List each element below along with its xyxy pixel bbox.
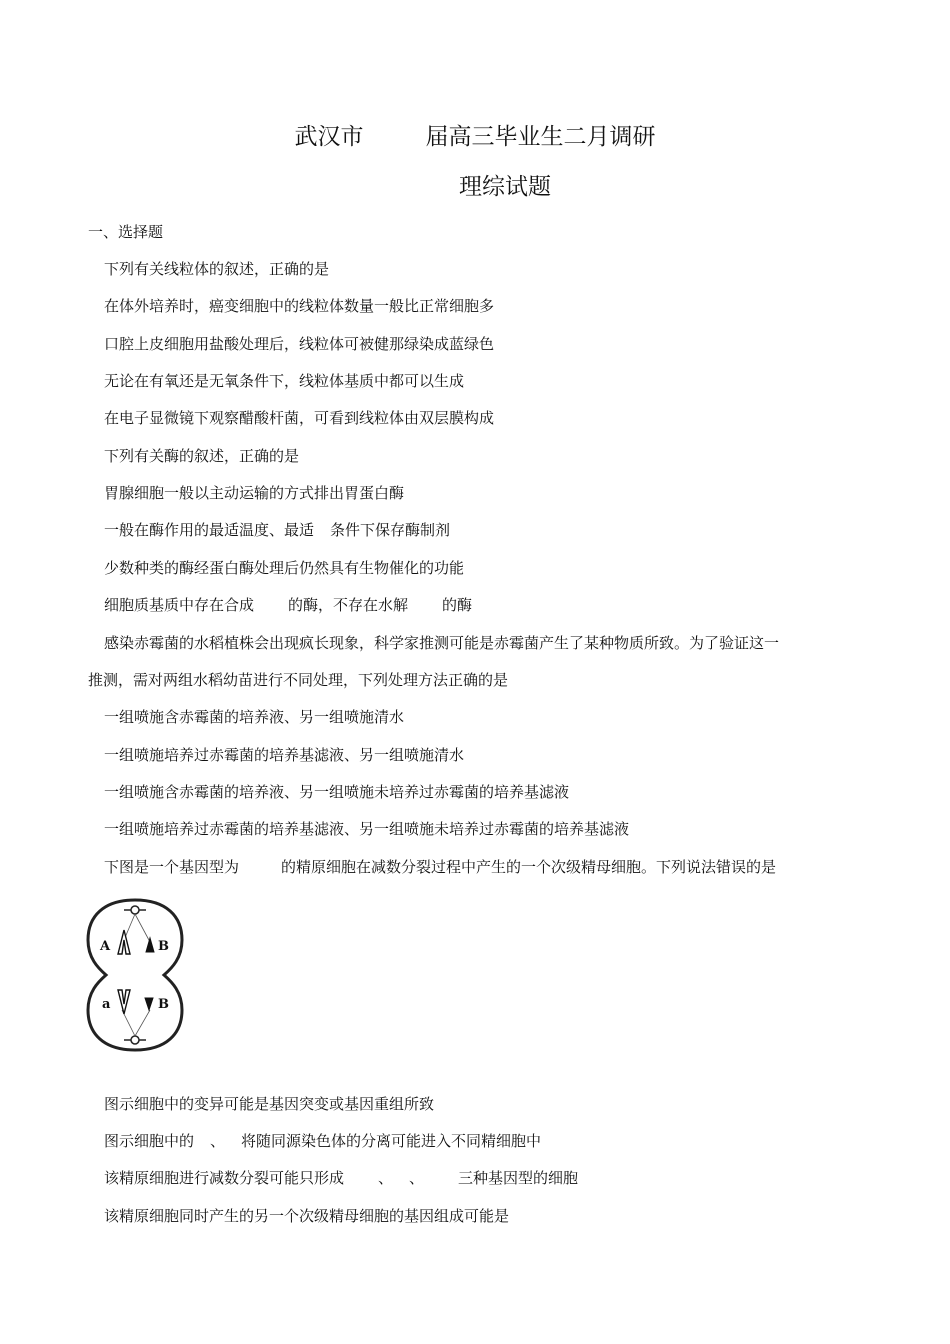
q4-option-b-part1: 图示细胞中的 bbox=[104, 1132, 195, 1150]
title-text: 届高三毕业生二月调研 bbox=[425, 124, 656, 150]
q4-option-c-part4: 三种基因型的细胞 bbox=[458, 1169, 579, 1187]
q3-stem-line1: 感染赤霉菌的水稻植株会出现疯长现象，科学家推测可能是赤霉菌产生了某种物质所致。为了验证这一 bbox=[104, 634, 780, 652]
q2-option-d-part1: 细胞质基质中存在合成 bbox=[104, 596, 255, 614]
q3-option-a: 一组喷施含赤霉菌的培养液、另一组喷施清水 bbox=[104, 708, 405, 726]
q4-option-c-part1: 该精原细胞进行减数分裂可能只形成 bbox=[104, 1169, 345, 1187]
q2-option-b bbox=[104, 520, 450, 540]
gene-label-bottom-left: a bbox=[102, 997, 111, 1012]
q4-option-b-part2: 、 bbox=[210, 1132, 226, 1150]
centrosome-top bbox=[124, 906, 146, 914]
chromosome-bottom-right bbox=[145, 998, 153, 1010]
section-heading: 一、选择题 bbox=[88, 223, 164, 241]
centrosome-bottom bbox=[124, 1036, 146, 1044]
page-title bbox=[0, 118, 950, 151]
q2-option-a: 胃腺细胞一般以主动运输的方式排出胃蛋白酶 bbox=[104, 484, 405, 502]
q1-option-d: 在电子显微镜下观察醋酸杆菌，可看到线粒体由双层膜构成 bbox=[104, 409, 495, 427]
q4-option-c bbox=[104, 1168, 578, 1188]
q3-option-b: 一组喷施培养过赤霉菌的培养基滤液、另一组喷施清水 bbox=[104, 746, 465, 764]
q3-option-c: 一组喷施含赤霉菌的培养液、另一组喷施未培养过赤霉菌的培养基滤液 bbox=[104, 783, 570, 801]
gene-label-top-right: B bbox=[158, 939, 169, 954]
q1-option-c: 无论在有氧还是无氧条件下，线粒体基质中都可以生成 bbox=[104, 372, 465, 390]
q1-stem: 下列有关线粒体的叙述，正确的是 bbox=[104, 260, 330, 278]
q3-option-d: 一组喷施培养过赤霉菌的培养基滤液、另一组喷施未培养过赤霉菌的培养基滤液 bbox=[104, 820, 630, 838]
q3-stem-line2: 推测，需对两组水稻幼苗进行不同处理，下列处理方法正确的是 bbox=[88, 671, 509, 689]
q4-option-c-part3: 、 bbox=[409, 1169, 425, 1187]
q4-stem bbox=[104, 857, 776, 877]
q2-option-d-part3: 的酶 bbox=[442, 596, 473, 614]
page-subtitle: 理综试题 bbox=[459, 174, 551, 200]
gene-label-bottom-right: B bbox=[158, 997, 169, 1012]
q4-option-b bbox=[104, 1131, 541, 1151]
q4-stem-part2: 的精原细胞在减数分裂过程中产生的一个次级精母细胞。下列说法错误的是 bbox=[281, 858, 777, 876]
title-city: 武汉市 bbox=[294, 124, 364, 150]
q2-option-c: 少数种类的酶经蛋白酶处理后仍然具有生物催化的功能 bbox=[104, 559, 465, 577]
q1-option-a: 在体外培养时，癌变细胞中的线粒体数量一般比正常细胞多 bbox=[104, 297, 495, 315]
chromosome-top-left bbox=[118, 930, 130, 954]
chromosome-top-right bbox=[146, 938, 154, 952]
gene-label-top-left: A bbox=[100, 939, 111, 954]
q4-stem-part1: 下图是一个基因型为 bbox=[104, 858, 240, 876]
q2-stem: 下列有关酶的叙述，正确的是 bbox=[104, 447, 300, 465]
cell-membrane bbox=[88, 900, 182, 1050]
q2-option-b-part2: 条件下保存酶制剂 bbox=[330, 521, 451, 539]
q4-option-b-part3: 将随同源染色体的分离可能进入不同精细胞中 bbox=[241, 1132, 542, 1150]
q2-option-b-part1: 一般在酶作用的最适温度、最适 bbox=[104, 521, 315, 539]
q2-option-d bbox=[104, 595, 472, 615]
q4-option-c-part2: 、 bbox=[378, 1169, 394, 1187]
q4-option-a: 图示细胞中的变异可能是基因突变或基因重组所致 bbox=[104, 1095, 435, 1113]
chromosome-bottom-left bbox=[118, 990, 130, 1014]
q2-option-d-part2: 的酶，不存在水解 bbox=[288, 596, 409, 614]
q1-option-b: 口腔上皮细胞用盐酸处理后，线粒体可被健那绿染成蓝绿色 bbox=[104, 335, 495, 353]
secondary-spermatocyte-diagram bbox=[84, 892, 186, 1058]
q4-option-d: 该精原细胞同时产生的另一个次级精母细胞的基因组成可能是 bbox=[104, 1207, 510, 1225]
